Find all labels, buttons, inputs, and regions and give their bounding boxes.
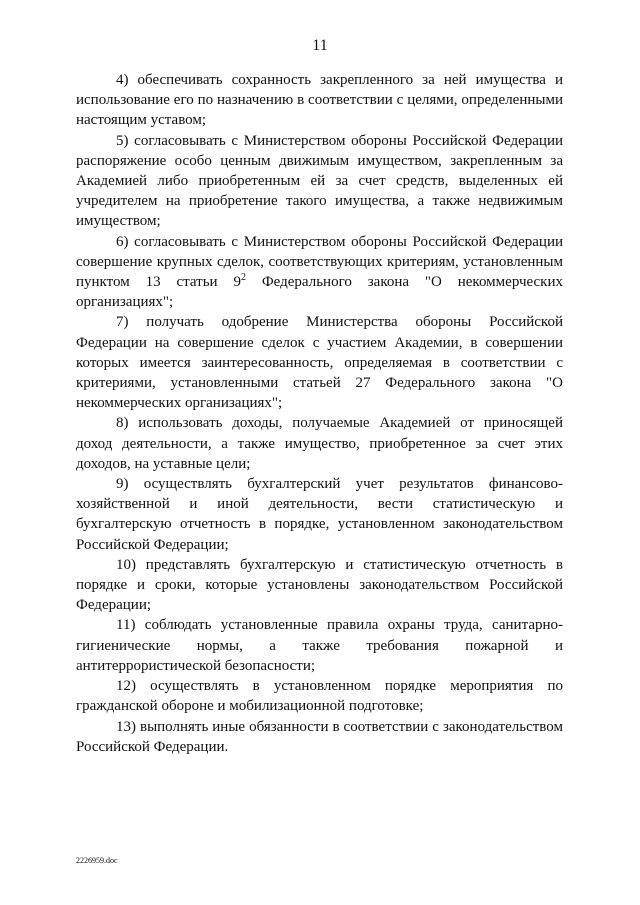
item-6-text: 6) согласовывать с Министерством обороны Российской Федерации совершение крупных сделок, соответствующих критериям, установленным пунктом 13 статьи 9: [76, 233, 563, 291]
paragraph-item-10: 10) представлять бухгалтерскую и статистическую отчетность в порядке и сроки, которые установлены законодательством Российской Федерации;: [76, 556, 563, 614]
paragraph-item-8: 8) использовать доходы, получаемые Академией от приносящей доход деятельности, а также имущество, приобретенное за счет этих доходов, на уставные цели;: [76, 415, 563, 472]
document-filename: 2226959.doc: [76, 856, 118, 865]
item-6-superscript: 2: [240, 272, 246, 284]
paragraph-item-13: 13) выполнять иные обязанности в соответствии с законодательством Российской Федерации.: [76, 718, 563, 755]
paragraph-item-6: [76, 232, 563, 313]
paragraph-item-7: 7) получать одобрение Министерства обороны Российской Федерации на совершение сделок с участием Академии, в совершении которых имеется заинтересованность, определяемая в соответствии с критериями, установленными статьей 27 Федерального закона "О некоммерческих организациях";: [76, 314, 563, 412]
item-6-text-end: Федерального закона "О некоммерческих организациях";: [76, 274, 563, 311]
paragraph-item-4: 4) обеспечивать сохранность закрепленного за ней имущества и использование его по назначению в соответствии с целями, определенными настоящим уставом;: [76, 72, 563, 129]
paragraph-item-11: 11) соблюдать установленные правила охраны труда, санитарно-гигиенические нормы, а также требования пожарной и антитеррористической безопасности;: [76, 617, 563, 674]
document-body: [76, 70, 563, 757]
paragraph-item-5: 5) согласовывать с Министерством обороны Российской Федерации распоряжение особо ценным движимым имуществом, закрепленным за Академией либо приобретенным ей за счет средств, выделенных ей учредителем на приобретение такого имущества, а также недвижимым имуществом;: [76, 132, 563, 230]
paragraph-item-12: 12) осуществлять в установленном порядке мероприятия по гражданской обороне и мобилизационной подготовке;: [76, 678, 563, 715]
paragraph-item-9: 9) осуществлять бухгалтерский учет результатов финансово-хозяйственной и иной деятельности, вести статистическую и бухгалтерскую отчетность в порядке, установленном законодательством Российской Федерации;: [76, 476, 563, 553]
page-number: 11: [312, 37, 328, 54]
